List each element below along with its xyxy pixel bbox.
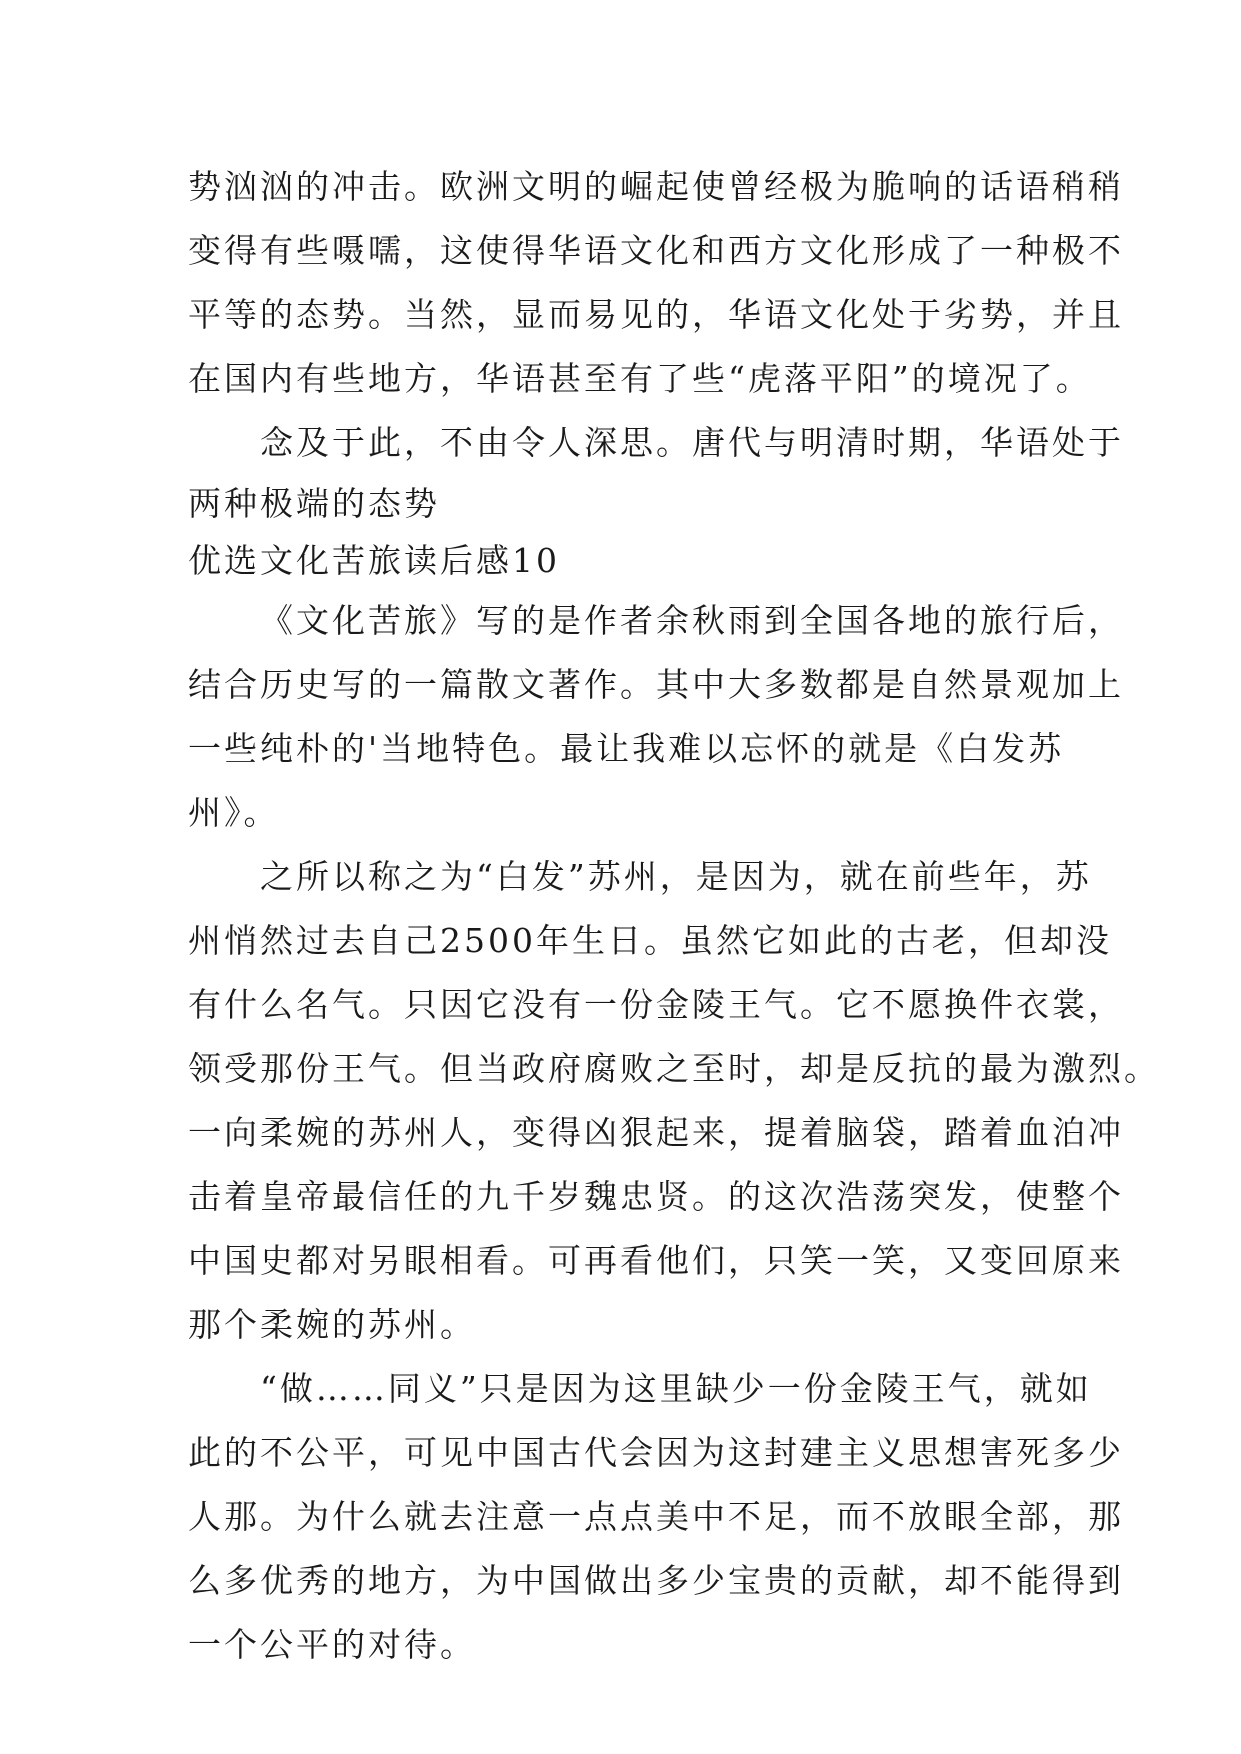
text-line: 一向柔婉的苏州人，变得凶狠起来，提着脑袋，踏着血泊冲 — [188, 1113, 1124, 1152]
text-line: 念及于此，不由令人深思。唐代与明清时期，华语处于 — [260, 423, 1124, 462]
text-line: 么多优秀的地方，为中国做出多少宝贵的贡献，却不能得到 — [188, 1561, 1124, 1600]
text-line: 州悄然过去自己2500年生日。虽然它如此的古老，但却没 — [188, 921, 1112, 960]
section-heading: 优选文化苦旅读后感10 — [188, 541, 560, 580]
text-line: 一个公平的对待。 — [188, 1625, 476, 1664]
text-line: 之所以称之为“白发”苏州，是因为，就在前些年，苏 — [260, 857, 1092, 896]
text-line: 州》。 — [188, 793, 280, 832]
text-line: 那个柔婉的苏州。 — [188, 1305, 476, 1344]
text-line: 人那。为什么就去注意一点点美中不足，而不放眼全部，那 — [188, 1497, 1124, 1536]
text-line: 在国内有些地方，华语甚至有了些“虎落平阳”的境况了。 — [188, 359, 1092, 398]
text-line: “做……同义”只是因为这里缺少一份金陵王气，就如 — [260, 1369, 1092, 1408]
text-line: 变得有些嗫嚅，这使得华语文化和西方文化形成了一种极不 — [188, 231, 1124, 270]
document-body — [188, 155, 1160, 1677]
text-line: 领受那份王气。但当政府腐败之至时，却是反抗的最为激烈。 — [188, 1049, 1160, 1088]
text-line: 中国史都对另眼相看。可再看他们，只笑一笑，又变回原来 — [188, 1241, 1124, 1280]
text-line: 《文化苦旅》写的是作者余秋雨到全国各地的旅行后， — [260, 601, 1124, 640]
text-line: 平等的态势。当然，显而易见的，华语文化处于劣势，并且 — [188, 295, 1124, 334]
text-line: 有什么名气。只因它没有一份金陵王气。它不愿换件衣裳， — [188, 985, 1124, 1024]
text-line: 两种极端的态势 — [188, 484, 440, 523]
text-line: 此的不公平，可见中国古代会因为这封建主义思想害死多少 — [188, 1433, 1124, 1472]
text-line: 势汹汹的冲击。欧洲文明的崛起使曾经极为脆响的话语稍稍 — [188, 167, 1124, 206]
text-line: 一些纯朴的'当地特色。最让我难以忘怀的就是《白发苏 — [188, 729, 1065, 768]
text-line: 击着皇帝最信任的九千岁魏忠贤。的这次浩荡突发，使整个 — [188, 1177, 1124, 1216]
text-line: 结合历史写的一篇散文著作。其中大多数都是自然景观加上 — [188, 665, 1124, 704]
